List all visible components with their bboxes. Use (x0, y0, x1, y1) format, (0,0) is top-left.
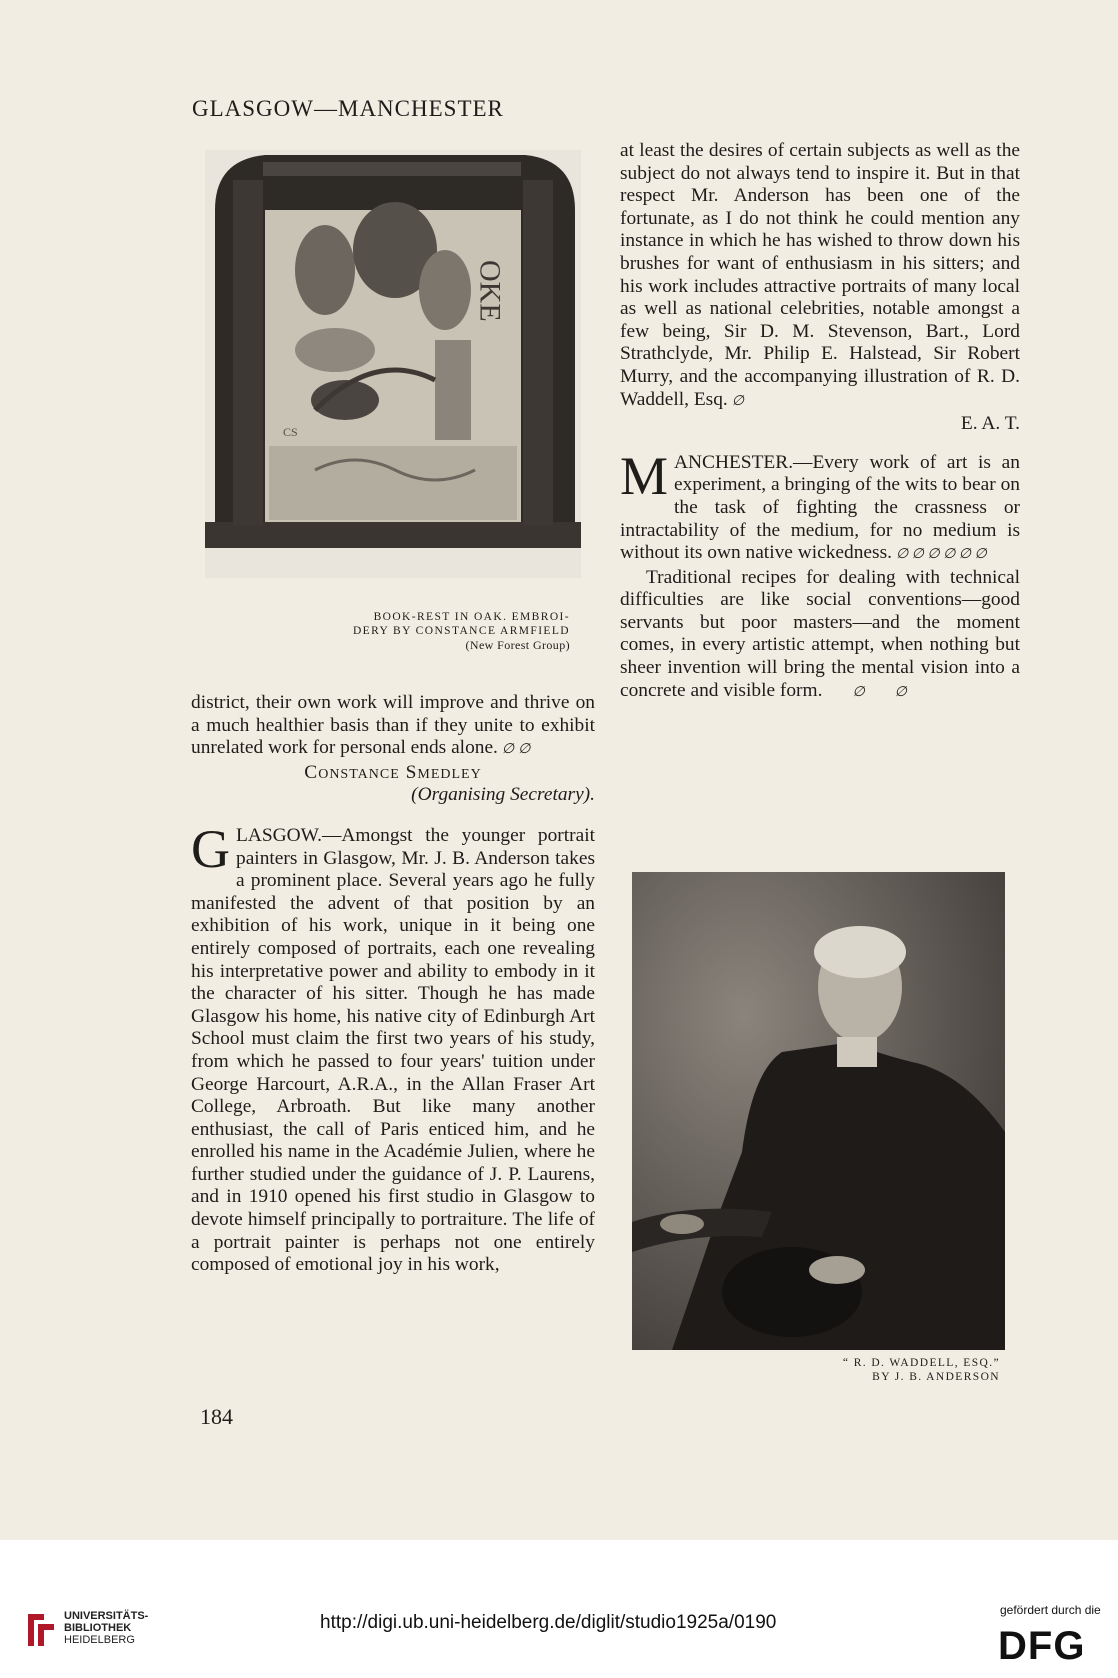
dropcap-g: G (191, 818, 230, 879)
leaf-ornament-icon: ∅ ∅ ∅ ∅ ∅ ∅ (895, 547, 987, 563)
right-para-1: at least the desires of certain subjects as well as the subject do not always tend to inspire it. But in that respect Mr. Anderson has been one of the fortunate, as I do not think he could mention any instance in which he has wished to throw down his brushes for want of enthusiasm in his sitters; and his work includes attractive portraits of many local as well as national celebrities, notable amongst a few being, Sir D. M. Stevenson, Bart., Lord Strathclyde, Mr. Philip E. Halstead, Sir Robert Murry, and the accompanying illustration of R. D. Waddell, Esq. ∅ (620, 140, 1020, 413)
leaf-ornament-icon: ∅ (731, 393, 744, 409)
footer-institution-line2: BIBLIOTHEK (64, 1622, 132, 1634)
leaf-ornament-icon: ∅ (501, 742, 515, 758)
signature-role: (Organising Secretary). (411, 784, 595, 806)
left-column (191, 692, 595, 1277)
glasgow-section: GLASGOW.—Amongst the younger portrait painters in Glasgow, Mr. J. B. Anderson takes a prominent place. Several years ago he fully manifested the advent of that position by an exhibition of his work, unique in it being one entirely composed of portraits, each one revealing his interpretative power and ability to embody in it the character of his sitter. Though he has made Glasgow his home, his native city of Edinburgh Art School must claim the first two years of his study, from which he passed to four years' tuition under George Harcourt, A.R.A., in the Allan Fraser Art College, Arbroath. But like many another enthusiast, the call of Paris enticed him, and he enrolled his name in the Académie Julien, where he further studied under the guidance of J. P. Laurens, and in 1910 opened his first studio in Glasgow to devote himself principally to portraiture. The life of a portrait painter is perhaps not one entirely composed of emotional joy in his work, (191, 818, 595, 1276)
manchester-section: MANCHESTER.—Every work of art is an experiment, a bringing of the wits to bear on the task of fighting the crassness or intractability of the medium, for no medium is without its own native wickedness. ∅ ∅ ∅ ∅ ∅ ∅ (620, 452, 1020, 567)
dfg-logo: DFG (998, 1624, 1086, 1668)
figure2-caption (760, 1356, 1000, 1384)
footer (0, 1540, 1118, 1678)
figure1-caption-line3: (New Forest Group) (465, 638, 570, 652)
figure2-caption-line1: “ R. D. WADDELL, ESQ.” (842, 1357, 1000, 1369)
footer-institution-line3: HEIDELBERG (64, 1634, 135, 1646)
signature: Constance Smedley (304, 761, 482, 783)
leaf-ornament-icon: ∅ (518, 742, 531, 758)
bookrest-illustration (205, 150, 581, 578)
portrait-illustration (632, 872, 1005, 1350)
panel-initials: CS (283, 425, 298, 439)
right-column (620, 140, 1020, 704)
running-head: GLASGOW—MANCHESTER (192, 96, 504, 121)
eat-signature: E. A. T. (960, 413, 1020, 435)
panel-letters: OKE (473, 260, 507, 322)
leaf-ornament-icon: ∅ (852, 684, 865, 700)
figure2-caption-line2: BY J. B. ANDERSON (872, 1371, 1000, 1383)
figure1-caption-line2: DERY BY CONSTANCE ARMFIELD (352, 625, 570, 637)
left-para-1: district, their own work will improve and thrive on a much healthier basis than if they unite to exhibit unrelated work for personal ends alone. ∅ ∅ (191, 692, 595, 762)
footer-funded-by: gefördert durch die (1000, 1603, 1101, 1617)
figure1-caption-line1: BOOK-REST IN OAK. EMBROI- (373, 611, 570, 623)
leaf-ornament-icon: ∅ (894, 684, 907, 700)
footer-institution (64, 1610, 148, 1646)
footer-url-link[interactable]: http://digi.ub.uni-heidelberg.de/diglit/studio1925a/0190 (320, 1612, 777, 1633)
university-library-logo-icon (24, 1610, 60, 1650)
figure1-caption (300, 610, 570, 652)
dropcap-m: M (620, 445, 669, 506)
right-para-3: Traditional recipes for dealing with technical difficulties are like social conventions—good servants but poor masters—and the moment comes, in every artistic attempt, when nothing but sheer invention will bring the mental vision into a concrete and visible form. ∅ ∅ (620, 567, 1020, 705)
footer-institution-line1: UNIVERSITÄTS- (64, 1610, 149, 1622)
page-number: 184 (200, 1404, 233, 1429)
